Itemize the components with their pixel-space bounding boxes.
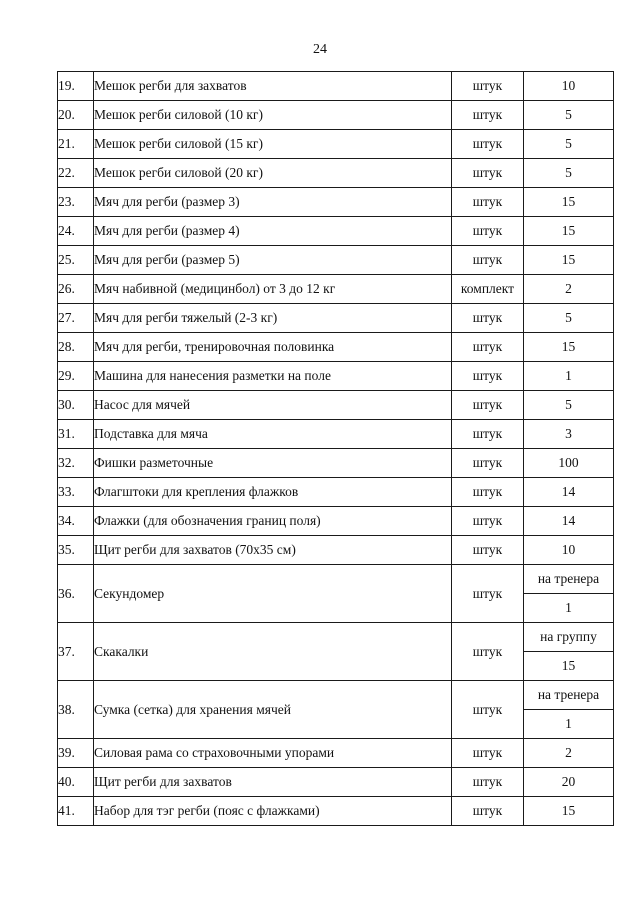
item-quantity: 10 bbox=[524, 536, 614, 565]
item-unit: штук bbox=[452, 101, 524, 130]
item-unit: штук bbox=[452, 797, 524, 826]
table-row bbox=[58, 72, 614, 101]
item-number: 21. bbox=[58, 130, 94, 159]
item-unit: комплект bbox=[452, 275, 524, 304]
item-unit: штук bbox=[452, 478, 524, 507]
table-row bbox=[58, 362, 614, 391]
table-row bbox=[58, 768, 614, 797]
table-row bbox=[58, 130, 614, 159]
table-row bbox=[58, 188, 614, 217]
item-quantity: 15 bbox=[524, 797, 614, 826]
item-quantity: 15 bbox=[524, 333, 614, 362]
item-unit: штук bbox=[452, 449, 524, 478]
equipment-table bbox=[57, 71, 614, 826]
item-quantity: 15 bbox=[524, 217, 614, 246]
item-name: Мешок регби силовой (15 кг) bbox=[94, 130, 452, 159]
item-name: Мешок регби силовой (20 кг) bbox=[94, 159, 452, 188]
item-unit: штук bbox=[452, 768, 524, 797]
item-quantity: 1 bbox=[524, 710, 614, 739]
item-qty-basis: на тренера bbox=[524, 565, 614, 594]
table-row bbox=[58, 478, 614, 507]
item-name: Щит регби для захватов (70х35 см) bbox=[94, 536, 452, 565]
item-name: Фишки разметочные bbox=[94, 449, 452, 478]
item-name: Мяч для регби (размер 5) bbox=[94, 246, 452, 275]
item-name: Мешок регби для захватов bbox=[94, 72, 452, 101]
table-row bbox=[58, 333, 614, 362]
item-number: 36. bbox=[58, 565, 94, 623]
table-row bbox=[58, 565, 614, 594]
item-unit: штук bbox=[452, 217, 524, 246]
table-row bbox=[58, 246, 614, 275]
table-row bbox=[58, 420, 614, 449]
item-number: 37. bbox=[58, 623, 94, 681]
item-unit: штук bbox=[452, 565, 524, 623]
item-number: 28. bbox=[58, 333, 94, 362]
table-row bbox=[58, 797, 614, 826]
equipment-table-body bbox=[58, 72, 614, 826]
item-number: 38. bbox=[58, 681, 94, 739]
item-unit: штук bbox=[452, 130, 524, 159]
item-name: Секундомер bbox=[94, 565, 452, 623]
item-name: Щит регби для захватов bbox=[94, 768, 452, 797]
item-quantity: 20 bbox=[524, 768, 614, 797]
item-unit: штук bbox=[452, 362, 524, 391]
item-number: 26. bbox=[58, 275, 94, 304]
item-quantity: 14 bbox=[524, 507, 614, 536]
item-number: 33. bbox=[58, 478, 94, 507]
table-row bbox=[58, 449, 614, 478]
table-row bbox=[58, 739, 614, 768]
table-row bbox=[58, 623, 614, 652]
item-name: Мяч для регби (размер 3) bbox=[94, 188, 452, 217]
table-row bbox=[58, 275, 614, 304]
table-row bbox=[58, 304, 614, 333]
item-quantity: 1 bbox=[524, 362, 614, 391]
item-number: 41. bbox=[58, 797, 94, 826]
item-qty-basis: на группу bbox=[524, 623, 614, 652]
item-name: Флажки (для обозначения границ поля) bbox=[94, 507, 452, 536]
item-number: 20. bbox=[58, 101, 94, 130]
item-name: Подставка для мяча bbox=[94, 420, 452, 449]
item-number: 32. bbox=[58, 449, 94, 478]
item-number: 31. bbox=[58, 420, 94, 449]
item-name: Мяч для регби (размер 4) bbox=[94, 217, 452, 246]
item-unit: штук bbox=[452, 246, 524, 275]
table-row bbox=[58, 217, 614, 246]
item-quantity: 5 bbox=[524, 101, 614, 130]
item-number: 40. bbox=[58, 768, 94, 797]
item-quantity: 5 bbox=[524, 391, 614, 420]
item-name: Силовая рама со страховочными упорами bbox=[94, 739, 452, 768]
item-number: 39. bbox=[58, 739, 94, 768]
item-unit: штук bbox=[452, 536, 524, 565]
item-number: 27. bbox=[58, 304, 94, 333]
item-number: 35. bbox=[58, 536, 94, 565]
table-row bbox=[58, 391, 614, 420]
item-number: 24. bbox=[58, 217, 94, 246]
item-quantity: 15 bbox=[524, 246, 614, 275]
item-name: Флагштоки для крепления флажков bbox=[94, 478, 452, 507]
item-name: Мяч для регби, тренировочная половинка bbox=[94, 333, 452, 362]
item-unit: штук bbox=[452, 391, 524, 420]
item-number: 19. bbox=[58, 72, 94, 101]
item-name: Насос для мячей bbox=[94, 391, 452, 420]
item-unit: штук bbox=[452, 72, 524, 101]
item-number: 29. bbox=[58, 362, 94, 391]
item-unit: штук bbox=[452, 739, 524, 768]
item-number: 34. bbox=[58, 507, 94, 536]
item-name: Сумка (сетка) для хранения мячей bbox=[94, 681, 452, 739]
item-unit: штук bbox=[452, 420, 524, 449]
table-row bbox=[58, 681, 614, 710]
item-unit: штук bbox=[452, 159, 524, 188]
item-number: 23. bbox=[58, 188, 94, 217]
item-unit: штук bbox=[452, 507, 524, 536]
table-row bbox=[58, 507, 614, 536]
item-quantity: 2 bbox=[524, 739, 614, 768]
table-row bbox=[58, 159, 614, 188]
item-quantity: 15 bbox=[524, 652, 614, 681]
item-number: 22. bbox=[58, 159, 94, 188]
item-quantity: 14 bbox=[524, 478, 614, 507]
item-quantity: 15 bbox=[524, 188, 614, 217]
page-number: 24 bbox=[313, 42, 327, 57]
item-unit: штук bbox=[452, 188, 524, 217]
item-name: Машина для нанесения разметки на поле bbox=[94, 362, 452, 391]
item-quantity: 1 bbox=[524, 594, 614, 623]
item-name: Мяч для регби тяжелый (2-3 кг) bbox=[94, 304, 452, 333]
item-quantity: 5 bbox=[524, 304, 614, 333]
item-quantity: 5 bbox=[524, 130, 614, 159]
item-name: Скакалки bbox=[94, 623, 452, 681]
item-qty-basis: на тренера bbox=[524, 681, 614, 710]
item-quantity: 2 bbox=[524, 275, 614, 304]
table-row bbox=[58, 536, 614, 565]
item-quantity: 10 bbox=[524, 72, 614, 101]
item-unit: штук bbox=[452, 304, 524, 333]
item-unit: штук bbox=[452, 681, 524, 739]
item-quantity: 5 bbox=[524, 159, 614, 188]
item-number: 30. bbox=[58, 391, 94, 420]
item-unit: штук bbox=[452, 333, 524, 362]
item-name: Набор для тэг регби (пояс с флажками) bbox=[94, 797, 452, 826]
item-number: 25. bbox=[58, 246, 94, 275]
item-unit: штук bbox=[452, 623, 524, 681]
item-quantity: 100 bbox=[524, 449, 614, 478]
item-name: Мешок регби силовой (10 кг) bbox=[94, 101, 452, 130]
table-row bbox=[58, 101, 614, 130]
item-quantity: 3 bbox=[524, 420, 614, 449]
item-name: Мяч набивной (медицинбол) от 3 до 12 кг bbox=[94, 275, 452, 304]
